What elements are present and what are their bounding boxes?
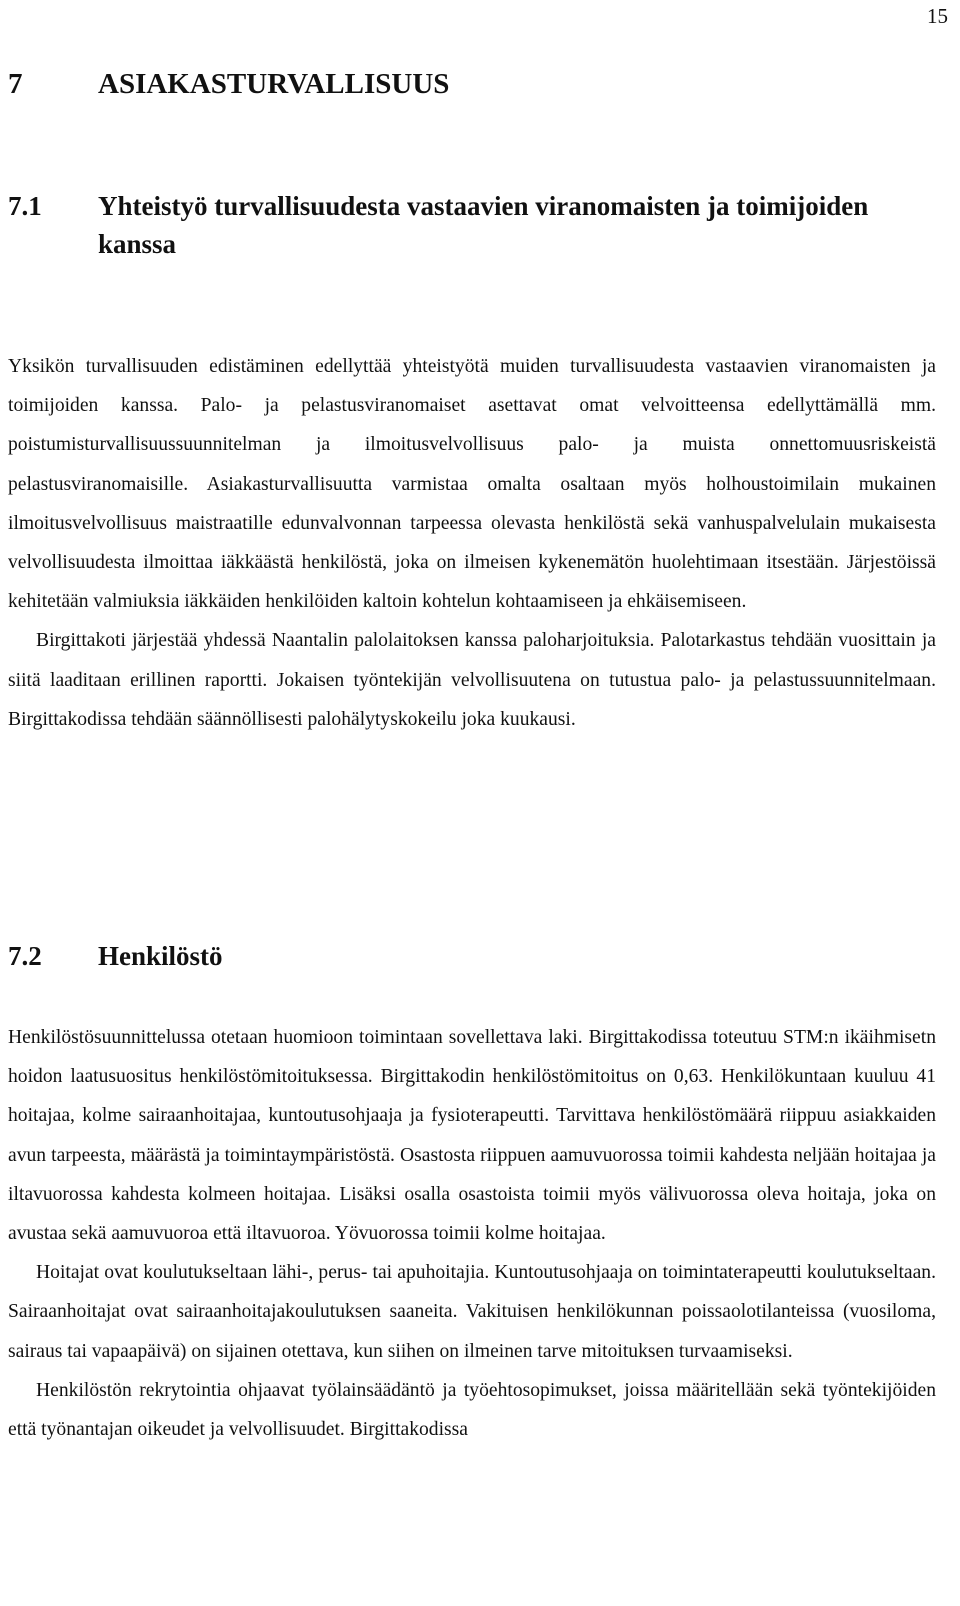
chapter-title: ASIAKASTURVALLISUUS (98, 68, 450, 100)
section-body-7-2 (8, 1018, 936, 1449)
section-number: 7.1 (8, 191, 42, 221)
section-title: Yhteistyö turvallisuudesta vastaavien viranomaisten ja toimijoiden kanssa (98, 191, 869, 259)
section-body-7-1 (8, 347, 936, 739)
section-heading-7-1 (8, 187, 948, 263)
chapter-number: 7 (8, 68, 23, 100)
paragraph: Hoitajat ovat koulutukseltaan lähi-, perus- tai apuhoitajia. Kuntoutusohjaaja on toimintaterapeutti koulutukseltaan. Sairaanhoitajat ovat sairaanhoitajakoulutuksen saaneita. Vakituisen henkilökunnan poissaolotilanteissa (vuosiloma, sairaus tai vapaapäivä) on sijainen otettava, kun siihen on ilmeinen tarve mitoituksen turvaamiseksi. (8, 1262, 936, 1362)
paragraph: Henkilöstön rekrytointia ohjaavat työlainsäädäntö ja työehtosopimukset, joissa määritellään sekä työntekijöiden että työnantajan oikeudet ja velvollisuudet. Birgittakodissa (8, 1379, 936, 1441)
page-number: 15 (927, 4, 948, 28)
section-heading-7-2 (8, 937, 223, 975)
paragraph: Yksikön turvallisuuden edistäminen edellyttää yhteistyötä muiden turvallisuudesta vastaavien viranomaisten ja toimijoiden kanssa. Palo- ja pelastusviranomaiset asettavat omat velvoitteensa edellyttämällä mm. poistumisturvallisuussuunnitelman ja ilmoitusvelvollisuus palo- ja muista onnettomuusriskeistä pelastusviranomaisille. Asiakasturvallisuutta varmistaa omalta osaltaan myös holhoustoimilain mukainen ilmoitusvelvollisuus maistraatille edunvalvonnan tarpeessa olevasta henkilöstä sekä vanhuspalvelulain mukaisesta velvollisuudesta ilmoittaa iäkkäästä henkilöstä, joka on ilmeisen kykenemätön huolehtimaan itsestään. Järjestöissä kehitetään valmiuksia iäkkäiden henkilöiden kaltoin kohtelun kohtaamiseen ja ehkäisemiseen. (8, 356, 936, 613)
paragraph: Henkilöstösuunnittelussa otetaan huomioon toimintaan sovellettava laki. Birgittakodissa toteutuu STM:n ikäihmisetn hoidon laatusuositus henkilöstömitoituksessa. Birgittakodin henkilöstömitoitus on 0,63. Henkilökuntaan kuuluu 41 hoitajaa, kolme sairaanhoitajaa, kuntoutusohjaaja ja fysioterapeutti. Tarvittava henkilöstömäärä riippuu asiakkaiden avun tarpeesta, määrästä ja toimintaympäristöstä. Osastosta riippuen aamuvuorossa toimii kahdesta neljään hoitajaa ja iltavuorossa kahdesta kolmeen hoitajaa. Lisäksi osalla osastoista toimii myös välivuorossa oleva hoitaja, joka on avustaa sekä aamuvuoroa että iltavuoroa. Yövuorossa toimii kolme hoitajaa. (8, 1027, 936, 1245)
section-title: Henkilöstö (98, 941, 223, 971)
chapter-heading (8, 68, 449, 101)
section-number: 7.2 (8, 941, 42, 971)
paragraph: Birgittakoti järjestää yhdessä Naantalin palolaitoksen kanssa paloharjoituksia. Palotarkastus tehdään vuosittain ja siitä laaditaan erillinen raportti. Jokaisen työntekijän velvollisuutena on tutustua palo- ja pelastussuunnitelmaan. Birgittakodissa tehdään säännöllisesti palohälytyskokeilu joka kuukausi. (8, 630, 936, 730)
